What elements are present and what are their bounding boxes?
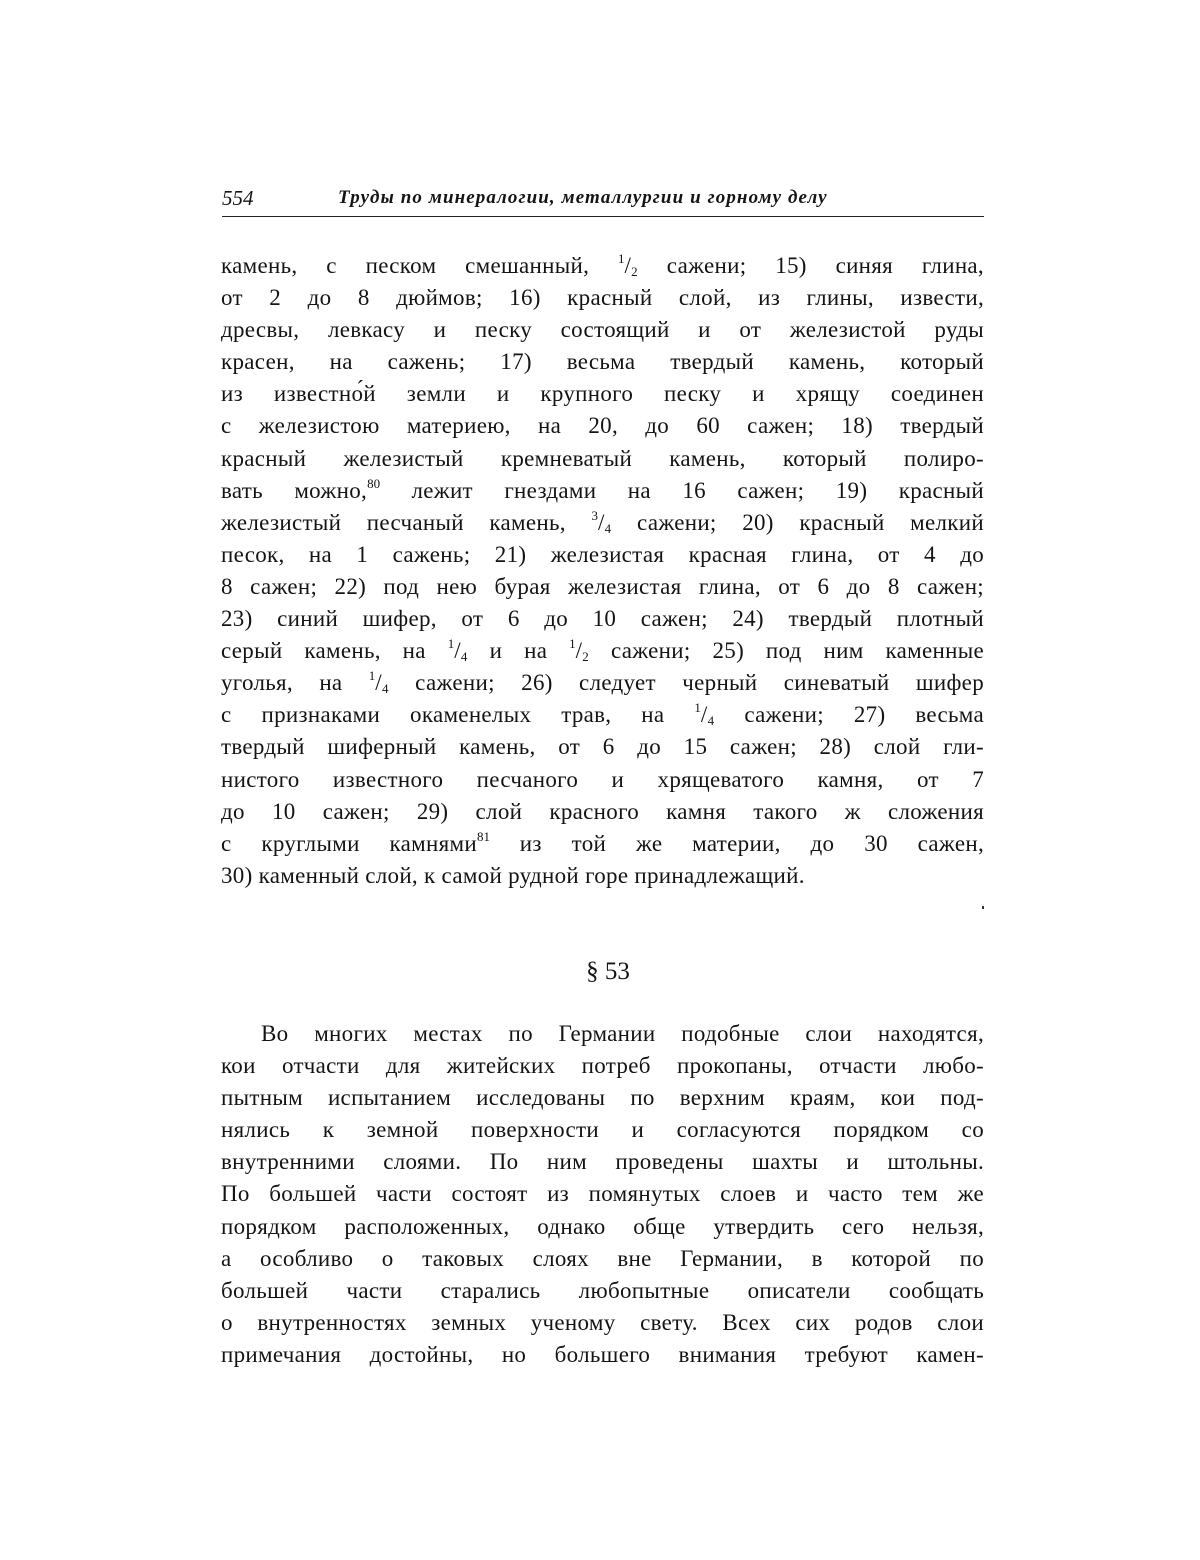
paragraph-continued: [221, 250, 984, 892]
section-heading: § 53: [0, 958, 1200, 986]
text-run: сажени; 25) под ним каменные: [589, 638, 984, 663]
superscript: 1: [618, 251, 625, 266]
subscript: 4: [605, 521, 612, 536]
text-line: [221, 603, 984, 635]
subscript: 4: [461, 649, 468, 664]
text-run: твердый шиферный камень, от 6 до 15 сажен; 28) слой гли-: [221, 734, 984, 759]
text-run: камень, с песком смешанный,: [221, 253, 618, 278]
text-run: красен, на сажень; 17) весьма твердый камень, который: [221, 349, 984, 374]
text-run: с круглыми камнями: [221, 831, 477, 856]
text-line: [221, 443, 984, 475]
page-number: 554: [222, 186, 254, 211]
print-speck: [982, 906, 984, 909]
text-run: /: [701, 702, 708, 727]
text-line: [221, 507, 984, 539]
text-line: По большей части состоят из помянутых слоев и часто тем же: [221, 1178, 984, 1210]
text-run: 30) каменный слой, к самой рудной горе принадлежащий.: [221, 863, 805, 888]
running-title: Труды по минералогии, металлургии и горному делу: [338, 187, 828, 209]
text-run: из той же материи, до 30 сажен,: [490, 831, 984, 856]
subscript: 4: [708, 713, 715, 728]
text-run: /: [598, 510, 605, 535]
text-run: вать можно,: [221, 478, 367, 503]
text-line: а особливо о таковых слоях вне Германии, в которой по: [221, 1243, 984, 1275]
text-line: [221, 828, 984, 860]
text-run: до 10 сажен; 29) слой красного камня такого ж сложения: [221, 799, 984, 824]
superscript: 81: [477, 829, 490, 844]
text-line: [221, 346, 984, 378]
text-run: сажени; 20) красный мелкий: [611, 510, 984, 535]
text-run: дресвы, левкасу и песку состоящий и от железистой руды: [221, 317, 984, 342]
subscript: 2: [631, 264, 638, 279]
superscript: 80: [367, 476, 380, 491]
text-run: сажени; 26) следует черный синеватый шифер: [389, 670, 984, 695]
text-line: [221, 475, 984, 507]
text-line: [221, 314, 984, 346]
text-run: 8 сажен; 22) под нею бурая железистая глина, от 6 до 8 сажен;: [221, 574, 984, 599]
text-run: сажени; 27) весьма: [714, 702, 984, 727]
text-line: [221, 571, 984, 603]
superscript: 1: [694, 700, 701, 715]
text-line: порядком расположенных, однако обще утвердить сего нельзя,: [221, 1211, 984, 1243]
superscript: 1: [369, 668, 376, 683]
text-line: большей части старались любопытные описатели сообщать: [221, 1275, 984, 1307]
superscript: 1: [448, 636, 455, 651]
text-run: серый камень, на: [221, 638, 448, 663]
text-run: красный железистый кремневатый камень, который полиро-: [221, 446, 984, 471]
text-block-bottom: [221, 1018, 984, 1371]
text-run: нистого известного песчаного и хрящеватого камня, от 7: [221, 767, 984, 792]
text-line: о внутренностях земных ученому свету. Всех сих родов слои: [221, 1307, 984, 1339]
text-line: пытным испытанием исследованы по верхним краям, кои под-: [221, 1082, 984, 1114]
text-run: 23) синий шифер, от 6 до 10 сажен; 24) твердый плотный: [221, 606, 984, 631]
text-run: с признаками окаменелых трав, на: [221, 702, 694, 727]
text-run: с железистою материею, на 20, до 60 сажен; 18) твердый: [221, 413, 984, 438]
text-run: сажени; 15) синяя глина,: [638, 253, 984, 278]
text-run: уголья, на: [221, 670, 369, 695]
text-line: [221, 250, 984, 282]
text-line: [221, 539, 984, 571]
text-run: из известно́й земли и крупного песку и хрящу соединен: [221, 381, 984, 406]
text-line: [221, 410, 984, 442]
text-line: [221, 667, 984, 699]
text-run: песок, на 1 сажень; 21) железистая красная глина, от 4 до: [221, 542, 984, 567]
paragraph-section-53: [221, 1018, 984, 1371]
subscript: 4: [382, 681, 389, 696]
text-line: [221, 764, 984, 796]
book-page: [0, 0, 1200, 1560]
text-run: /: [454, 638, 461, 663]
text-run: лежит гнездами на 16 сажен; 19) красный: [380, 478, 984, 503]
text-line: примечания достойны, но большего внимания требуют камен-: [221, 1339, 984, 1371]
text-line: [221, 378, 984, 410]
text-line: [221, 796, 984, 828]
text-line: кои отчасти для житейских потреб прокопаны, отчасти любо-: [221, 1050, 984, 1082]
text-block-top: [221, 250, 984, 892]
text-run: железистый песчаный камень,: [221, 510, 591, 535]
text-run: от 2 до 8 дюймов; 16) красный слой, из глины, извести,: [221, 285, 984, 310]
text-line: нялись к земной поверхности и согласуются порядком со: [221, 1114, 984, 1146]
text-run: /: [624, 253, 631, 278]
text-line: [221, 731, 984, 763]
text-line: Во многих местах по Германии подобные слои находятся,: [221, 1018, 984, 1050]
text-run: и на: [468, 638, 569, 663]
text-line: [221, 282, 984, 314]
running-head: [222, 186, 984, 217]
text-run: /: [576, 638, 583, 663]
text-line: внутренними слоями. По ним проведены шахты и штольны.: [221, 1146, 984, 1178]
text-run: /: [375, 670, 382, 695]
text-line: [221, 699, 984, 731]
superscript: 1: [569, 636, 576, 651]
text-line: [221, 860, 984, 892]
subscript: 2: [582, 649, 589, 664]
text-line: [221, 635, 984, 667]
superscript: 3: [591, 508, 598, 523]
